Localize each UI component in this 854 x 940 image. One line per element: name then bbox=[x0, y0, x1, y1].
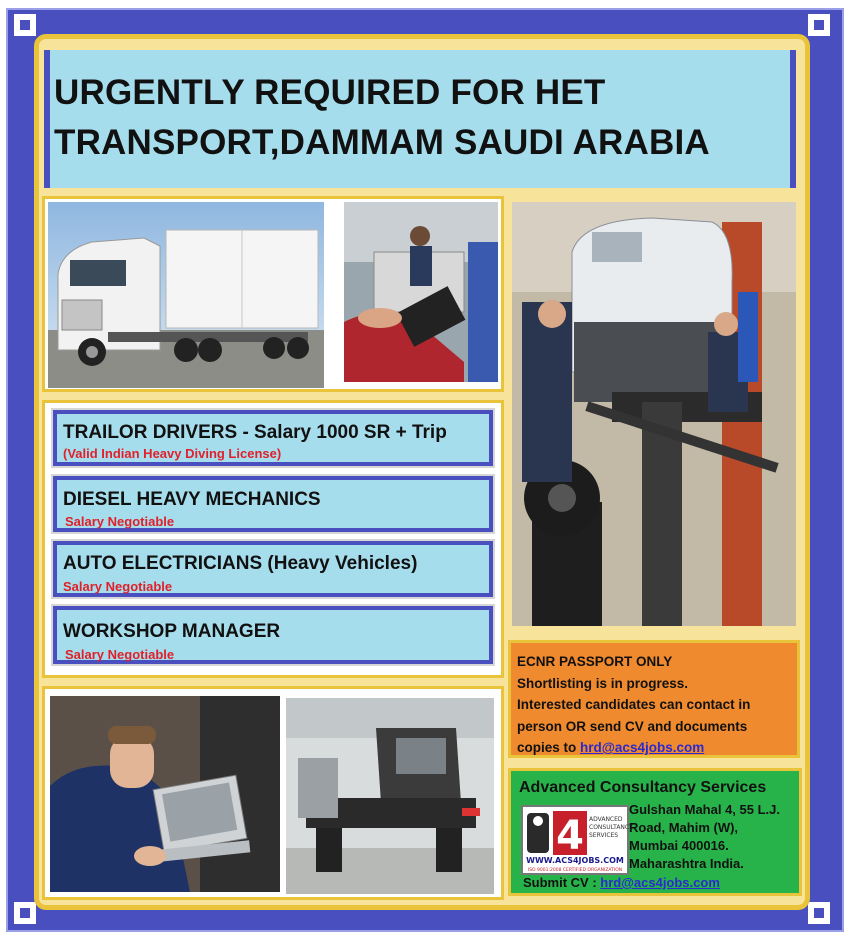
job-subtitle: Salary Negotiable bbox=[65, 647, 175, 662]
logo-text-3: SERVICES bbox=[589, 832, 619, 839]
notice-line-3: Interested candidates can contact in bbox=[517, 697, 751, 712]
mechanic-with-laptop-photo-icon bbox=[50, 696, 280, 892]
address-line-2: Road, Mahim (W), bbox=[629, 820, 739, 835]
logo-website: WWW.ACS4JOBS.COM bbox=[526, 856, 624, 865]
notice-panel bbox=[508, 640, 800, 758]
mechanic-laptop-photo-icon bbox=[344, 202, 498, 382]
notice-line-1: ECNR PASSPORT ONLY bbox=[517, 654, 673, 669]
company-address bbox=[629, 801, 803, 873]
truck-workshop-photo-icon bbox=[512, 202, 796, 626]
corner-marker-top-left bbox=[12, 12, 38, 38]
truck-chassis-photo-icon bbox=[286, 698, 494, 894]
job-subtitle: Salary Negotiable bbox=[65, 514, 175, 529]
job-auto-electricians bbox=[53, 541, 493, 597]
job-title: DIESEL HEAVY MECHANICS bbox=[63, 489, 321, 510]
contact-panel bbox=[508, 768, 802, 896]
corner-marker-bottom-right bbox=[806, 900, 832, 926]
poster-title bbox=[54, 68, 794, 168]
address-line-1: Gulshan Mahal 4, 55 L.J. bbox=[629, 802, 780, 817]
company-logo bbox=[521, 805, 633, 875]
address-line-4: Maharashtra India. bbox=[629, 856, 744, 871]
corner-marker-bottom-left bbox=[12, 900, 38, 926]
job-subtitle: Salary Negotiable bbox=[63, 579, 173, 594]
logo-text-2: CONSULTANCY bbox=[589, 824, 633, 831]
notice-line-4: person OR send CV and documents bbox=[517, 718, 748, 734]
company-name: Advanced Consultancy Services bbox=[519, 779, 767, 796]
notice-email-link[interactable]: hrd@acs4jobs.com bbox=[580, 740, 705, 755]
job-title: WORKSHOP MANAGER bbox=[63, 621, 281, 642]
title-line-1: URGENTLY REQUIRED FOR HET bbox=[54, 73, 606, 112]
submit-cv-email-link[interactable]: hrd@acs4jobs.com bbox=[600, 875, 720, 890]
logo-text-1: ADVANCED bbox=[589, 816, 623, 823]
submit-cv-line bbox=[523, 875, 720, 890]
job-workshop-manager bbox=[53, 606, 493, 664]
address-line-3: Mumbai 400016. bbox=[629, 838, 729, 853]
job-subtitle: (Valid Indian Heavy Diving License) bbox=[63, 446, 282, 461]
white-truck-photo-icon bbox=[48, 202, 324, 388]
logo-digit: 4 bbox=[556, 813, 584, 859]
job-diesel-heavy-mechanics bbox=[53, 476, 493, 532]
job-title: TRAILOR DRIVERS - Salary 1000 SR + Trip bbox=[63, 422, 447, 443]
notice-line-5: copies to bbox=[517, 740, 581, 755]
logo-iso: ISO 9001:2008 CERTIFIED ORGANIZATION bbox=[527, 868, 623, 873]
job-title: AUTO ELECTRICIANS (Heavy Vehicles) bbox=[63, 553, 418, 574]
title-line-2: TRANSPORT,DAMMAM SAUDI ARABIA bbox=[54, 123, 710, 162]
acs4jobs-logo-icon bbox=[523, 807, 633, 873]
corner-marker-top-right bbox=[806, 12, 832, 38]
notice-line-2: Shortlisting is in progress. bbox=[517, 675, 689, 691]
job-trailor-drivers bbox=[53, 410, 493, 466]
submit-cv-label: Submit CV : bbox=[523, 875, 601, 890]
